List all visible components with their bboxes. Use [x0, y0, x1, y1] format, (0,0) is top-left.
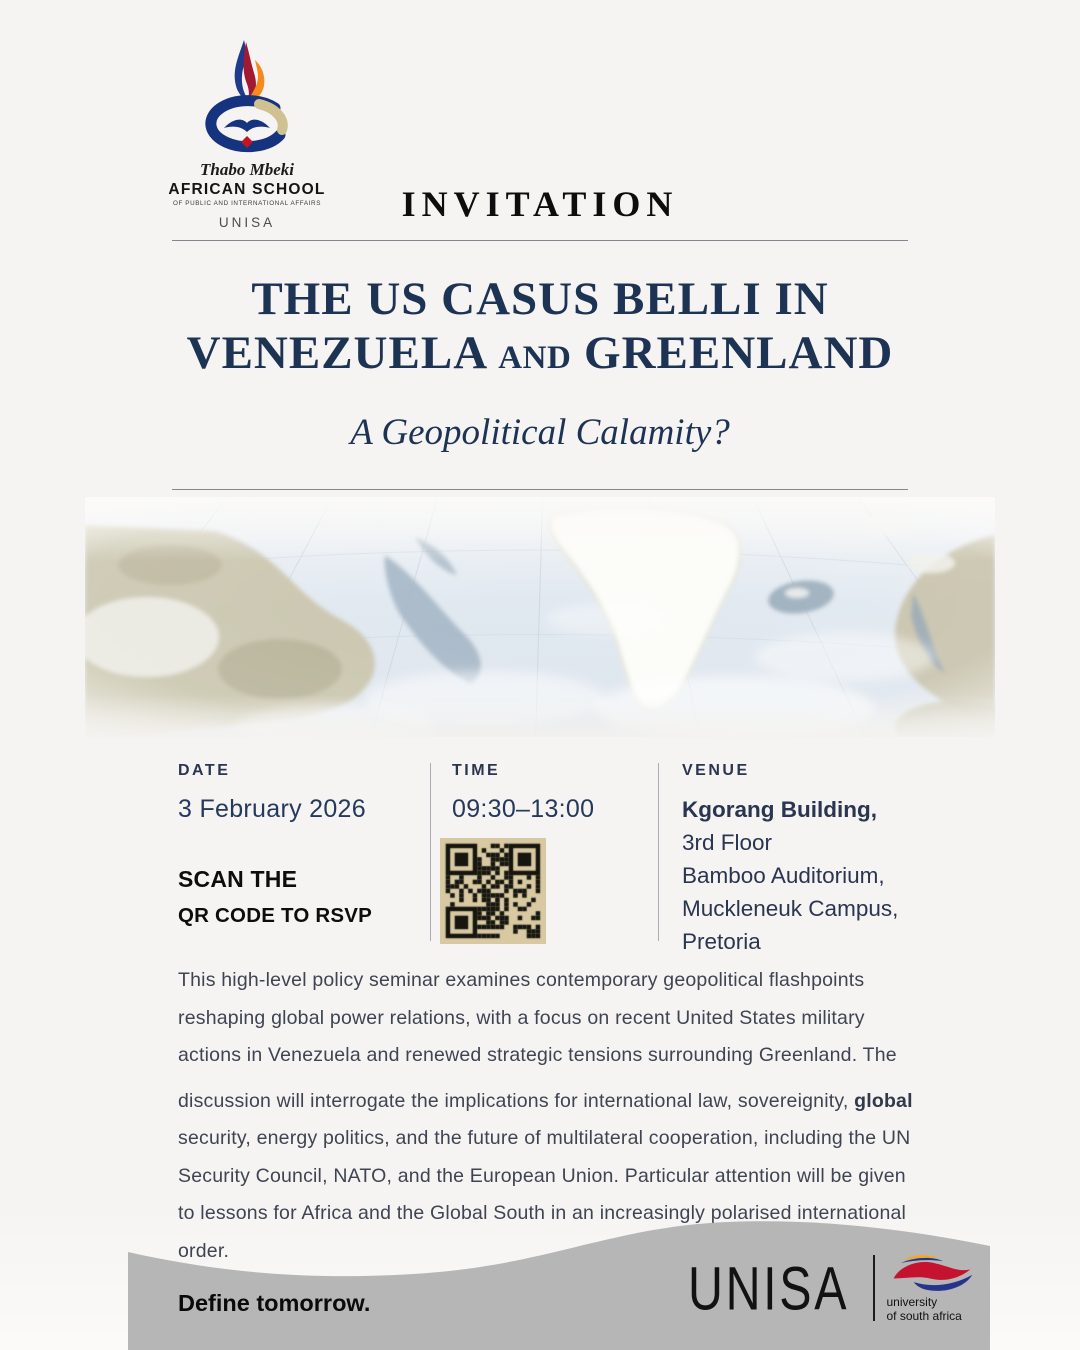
qr-code	[440, 838, 546, 944]
title-greenland: GREENLAND	[584, 327, 894, 379]
footer-tagline: Define tomorrow.	[178, 1290, 371, 1316]
unisa-logo	[688, 1252, 978, 1323]
divider-title	[172, 489, 908, 490]
logo-university-name: UNISA	[218, 215, 276, 230]
unisa-subtitle-line: university	[886, 1295, 938, 1309]
logo-school-name: AFRICAN SCHOOL	[168, 181, 326, 198]
event-subtitle: A Geopolitical Calamity?	[350, 412, 730, 453]
venue-column	[682, 762, 962, 958]
rsvp-line-1: SCAN THE	[178, 866, 298, 892]
paragraph-2-text: security, energy politics, and the future of multilateral cooperation, including the UN Security Council, NATO, and the European Union. Particular attention will be given to lessons for Africa and the Global South in an increasingly polarised international order.	[178, 1127, 911, 1262]
time-label: TIME	[452, 762, 501, 779]
rsvp-instruction	[178, 866, 372, 928]
venue-label: VENUE	[682, 762, 750, 779]
logo-school-subtitle: OF PUBLIC AND INTERNATIONAL AFFAIRS	[172, 200, 321, 207]
title-line-2	[80, 326, 1000, 385]
logo-school-script: Thabo Mbeki	[200, 160, 294, 179]
venue-line: Kgorang Building,	[682, 797, 877, 822]
event-title	[80, 272, 1000, 454]
date-value: 3 February 2026	[178, 795, 366, 823]
title-and: AND	[498, 340, 572, 376]
time-column	[452, 762, 642, 824]
paragraph-2-emphasis: global	[854, 1089, 913, 1112]
paragraph-2-text: discussion will interrogate the implications for international law, sovereignity,	[178, 1089, 855, 1112]
venue-line: Bamboo Auditorium,	[682, 863, 885, 888]
divider-top	[172, 240, 908, 241]
title-venezuela: VENEZUELA	[186, 327, 486, 379]
unisa-wordmark: UNISA	[688, 1252, 850, 1323]
date-label: DATE	[178, 762, 231, 779]
venue-address	[682, 793, 962, 958]
date-column	[178, 762, 418, 824]
unisa-flag-icon	[886, 1252, 978, 1294]
rsvp-line-2: QR CODE TO RSVP	[178, 904, 372, 927]
unisa-subtitle-line: of south africa	[886, 1308, 962, 1323]
column-divider	[430, 763, 431, 941]
unisa-logo-divider	[873, 1255, 875, 1321]
arctic-map-image	[85, 497, 995, 737]
venue-line: Pretoria	[682, 929, 761, 954]
venue-line: Muckleneuk Campus,	[682, 896, 899, 921]
school-emblem-icon	[187, 40, 307, 158]
column-divider	[658, 763, 659, 941]
time-value: 09:30–13:00	[452, 795, 595, 823]
venue-line: 3rd Floor	[682, 830, 773, 855]
unisa-subtitle	[886, 1296, 978, 1323]
invitation-heading: INVITATION	[401, 184, 679, 224]
title-line-1: THE US CASUS BELLI IN	[251, 273, 829, 325]
description-paragraph-1: This high-level policy seminar examines contemporary geopolitical flashpoints reshaping global power relations, with a focus on recent United States military actions in Venezuela and renewed strategic tensions surrounding Greenland. The	[178, 969, 897, 1066]
